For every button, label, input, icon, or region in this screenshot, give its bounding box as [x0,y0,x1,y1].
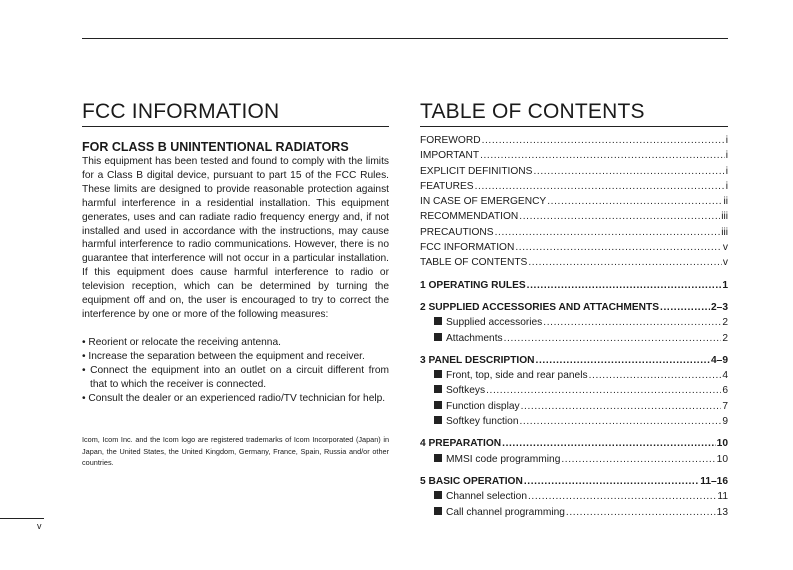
toc-entry-label: 2 SUPPLIED ACCESSORIES AND ATTACHMENTS [420,301,660,313]
square-bullet-icon [434,385,442,393]
dot-leader [504,331,722,346]
dot-leader [543,315,721,330]
toc-spacer [420,293,728,300]
toc-entry-label: 4 PREPARATION [420,438,502,450]
dot-leader [515,240,722,255]
dot-leader [519,209,720,224]
toc-spacer [420,467,728,474]
dot-leader [524,474,699,489]
toc-entry-label: Attachments [446,332,503,344]
dot-leader [660,300,710,315]
toc-page-number: 10 [716,453,728,465]
toc-page-number: v [722,242,728,254]
dot-leader [495,225,721,240]
toc-entry-label: IMPORTANT [420,150,480,162]
toc-entry-label: TABLE OF CONTENTS [420,257,528,269]
toc-entry-label: Softkeys [446,385,486,397]
toc-entry[interactable] [420,194,728,209]
toc-page-number: i [725,135,728,146]
toc-subentry[interactable] [420,399,728,414]
dot-leader [521,399,722,414]
toc-entry-label: 1 OPERATING RULES [420,279,526,291]
toc-page-number: 4–9 [711,354,728,366]
fcc-body: This equipment has been tested and found to comply with the limits for a Class B digital device, pursuant to part 15 of the FCC Rules. These limits are designed to provide reasonable protection against harmful interference in a residential installation. This equipment generates, uses and can radiate radio frequency energy and, if not installed and used in accordance with the instructions, may cause harmful interference to radio communications. However, there is no guarantee that interference will not occur in a particular installation. If this equipment does cause harmful interference to radio or television reception, which can be determined by turning the equipment off and on, the user is encouraged to try to correct the interference by one or more of the following measures: [82,156,389,320]
toc-entry-label: Function display [446,400,520,412]
toc-chapter-entry[interactable] [420,278,728,293]
toc-page-number: 2 [722,332,728,344]
dot-leader [566,505,716,520]
toc-page-number: ii [723,196,728,208]
toc-entry-label: RECOMMENDATION [420,211,519,223]
toc-entry[interactable] [420,240,728,255]
toc-page-number: 7 [722,400,728,412]
square-bullet-icon [434,416,442,424]
toc-page-number: 4 [722,370,728,382]
toc-page-number: 1 [722,279,728,291]
toc-entry[interactable] [420,133,728,148]
toc-page-number: 11–16 [700,475,728,487]
dot-leader [475,179,725,194]
toc-entry-label: FEATURES [420,180,474,192]
list-item: • Increase the separation between the equipment and receiver. [82,350,365,362]
toc-subentry[interactable] [420,383,728,398]
toc-subentry[interactable] [420,505,728,520]
toc-page-number: 10 [716,438,728,450]
toc-page-number: 11 [717,491,728,503]
square-bullet-icon [434,317,442,325]
fcc-subtitle: FOR CLASS B UNINTENTIONAL RADIATORS [82,140,349,154]
toc-entry[interactable] [420,164,728,179]
header-rule [82,38,728,39]
toc-subentry[interactable] [420,414,728,429]
square-bullet-icon [434,491,442,499]
toc-entry-label: Supplied accessories [446,317,543,329]
dot-leader [480,148,725,163]
toc-spacer [420,271,728,278]
page-number: v [37,521,42,531]
toc-page-number: 13 [716,506,728,518]
toc-entry-label: Call channel programming [446,506,565,518]
toc-entry-label: Front, top, side and rear panels [446,370,588,382]
toc-subentry[interactable] [420,315,728,330]
toc-entry[interactable] [420,148,728,163]
dot-leader [528,255,722,270]
trademark-notice: Icom, Icom Inc. and the Icom logo are registered trademarks of Icom Incorporated (Japan) in Japan, the United States, the United Kingdom, Germany, France, Spain, Russia and/or other countries. [82,435,389,468]
dot-leader [547,194,722,209]
square-bullet-icon [434,333,442,341]
toc-page-number: v [722,257,728,269]
square-bullet-icon [434,401,442,409]
toc-subentry[interactable] [420,489,728,504]
toc-entry[interactable] [420,255,728,270]
toc-page-number: i [725,150,728,162]
toc-subentry[interactable] [420,331,728,346]
square-bullet-icon [434,507,442,515]
toc-page-number: 6 [722,385,728,397]
dot-leader [589,368,722,383]
list-item: • Connect the equipment into an outlet on a circuit different from that to which the receiver is connected. [82,364,389,390]
toc-spacer [420,346,728,353]
toc-page-number: 2–3 [711,301,728,313]
list-item: • Reorient or relocate the receiving antenna. [82,336,281,348]
toc-title-underline [420,126,728,127]
fcc-title-underline [82,126,389,127]
square-bullet-icon [434,370,442,378]
fcc-title: FCC INFORMATION [82,100,280,123]
dot-leader [533,164,724,179]
toc-page-number: i [725,165,728,177]
toc-chapter-entry[interactable] [420,300,728,315]
toc-entry-label: FOREWORD [420,135,481,146]
dot-leader [528,489,716,504]
dot-leader [486,383,721,398]
dot-leader [482,133,725,148]
toc-page-number: 2 [722,317,728,329]
toc-entry-label: FCC INFORMATION [420,242,515,254]
toc-spacer [420,429,728,436]
square-bullet-icon [434,454,442,462]
toc-page-number: 9 [722,416,728,428]
toc-page-number: iii [721,211,728,223]
toc-section [420,100,728,520]
fcc-measures-list [82,336,389,406]
toc-chapter-entry[interactable] [420,353,728,368]
dot-leader [561,452,715,467]
toc-entry-label: EXPLICIT DEFINITIONS [420,165,533,177]
toc-list [420,133,728,520]
toc-page-number: i [725,180,728,192]
toc-page-number: iii [721,226,728,238]
toc-entry-label: 3 PANEL DESCRIPTION [420,354,535,366]
toc-entry-label: PRECAUTIONS [420,226,494,238]
list-item: • Consult the dealer or an experienced radio/TV technician for help. [82,392,386,404]
dot-leader [502,436,716,451]
fcc-section [82,100,389,476]
toc-entry-label: Softkey function [446,416,519,428]
dot-leader [527,278,722,293]
toc-entry-label: 5 BASIC OPERATION [420,475,523,487]
dot-leader [520,414,722,429]
toc-entry-label: MMSI code programming [446,453,561,465]
toc-title: TABLE OF CONTENTS [420,100,645,123]
toc-subentry[interactable] [420,368,728,383]
toc-entry[interactable] [420,179,728,194]
dot-leader [536,353,710,368]
toc-entry-label: IN CASE OF EMERGENCY [420,196,547,208]
toc-chapter-entry[interactable] [420,436,728,451]
footer-rule [0,518,44,519]
toc-subentry[interactable] [420,452,728,467]
toc-entry[interactable] [420,225,728,240]
toc-entry[interactable] [420,209,728,224]
toc-entry-label: Channel selection [446,491,527,503]
toc-chapter-entry[interactable] [420,474,728,489]
